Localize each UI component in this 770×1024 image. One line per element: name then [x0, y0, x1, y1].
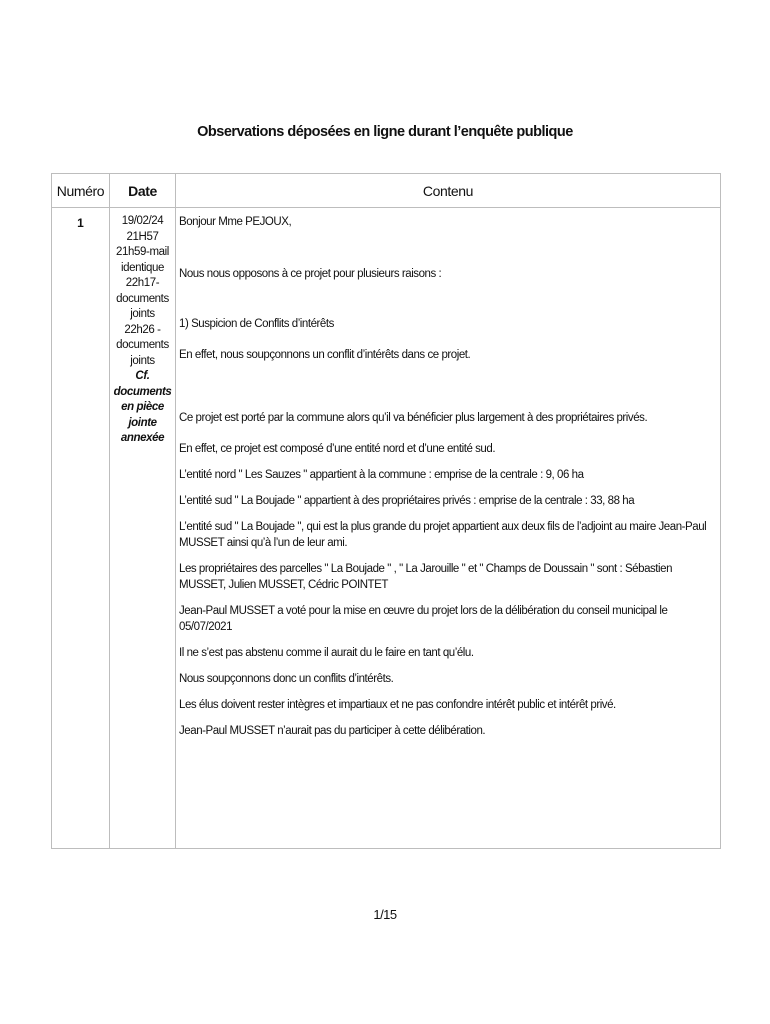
date-line: identique: [120, 261, 165, 274]
date-note-line: jointe: [128, 416, 157, 429]
row-date: [110, 208, 176, 849]
date-note-line: documents: [113, 385, 172, 398]
header-date: Date: [110, 174, 176, 208]
content-paragraph: Jean-Paul MUSSET a voté pour la mise en œuvre du projet lors de la délibération du conseil municipal le 05/07/2021: [179, 605, 668, 633]
header-numero: Numéro: [52, 174, 110, 208]
date-line: 22h26 -: [124, 323, 161, 336]
date-line: 21H57: [126, 230, 159, 243]
content-paragraph: Bonjour Mme PEJOUX,: [179, 216, 292, 228]
table-header: [52, 174, 721, 208]
content-paragraph: Les élus doivent rester intègres et impartiaux et ne pas confondre intérêt public et intérêt privé.: [179, 699, 616, 711]
content-paragraph: L’entité sud " La Boujade ", qui est la plus grande du projet appartient aux deux fils de l’adjoint au maire Jean-Paul MUSSET ainsi qu’à l’un de leur ami.: [179, 521, 707, 549]
date-note-line: Cf.: [135, 370, 150, 382]
date-line: 19/02/24: [121, 215, 164, 227]
content-paragraph: Nous nous opposons à ce projet pour plusieurs raisons :: [179, 268, 442, 280]
table-row: [52, 208, 721, 849]
date-line: documents: [116, 292, 169, 305]
date-line: 21h59-mail: [116, 246, 169, 258]
content-paragraph: Ce projet est porté par la commune alors qu’il va bénéficier plus largement à des propriétaires privés.: [179, 412, 648, 424]
content-paragraph: Jean-Paul MUSSET n’aurait pas du participer à cette délibération.: [179, 725, 486, 737]
row-number: 1: [52, 208, 110, 849]
row-content: [176, 208, 721, 849]
observations-table: [51, 173, 721, 849]
date-note-line: annexée: [120, 432, 165, 444]
content-paragraph: Il ne s’est pas abstenu comme il aurait du le faire en tant qu’élu.: [179, 647, 474, 659]
document-title: Observations déposées en ligne durant l’enquête publique: [197, 124, 573, 140]
content-paragraph: 1) Suspicion de Conflits d’intérêts: [179, 318, 334, 330]
date-note-line: en pièce: [121, 401, 164, 413]
date-line: 22h17-: [125, 277, 160, 289]
date-line: joints: [130, 354, 155, 367]
date-line: documents: [116, 339, 169, 351]
content-paragraph: En effet, nous soupçonnons un conflit d’intérêts dans ce projet.: [179, 349, 471, 361]
content-paragraph: En effet, ce projet est composé d’une entité nord et d’une entité sud.: [179, 443, 496, 455]
page-number: 1/15: [373, 907, 397, 922]
content-paragraph: L’entité sud " La Boujade " appartient à des propriétaires privés : emprise de la centrale : 33, 88 ha: [179, 495, 635, 507]
content-paragraph: Les propriétaires des parcelles " La Boujade " , " La Jarouille " et " Champs de Doussain " sont : Sébastien MUSSET, Julien MUSSET, Cédric POINTET: [179, 563, 673, 591]
header-contenu: Contenu: [176, 174, 721, 208]
content-paragraph: Nous soupçonnons donc un conflits d’intérêts.: [179, 673, 394, 685]
content-paragraph: L’entité nord " Les Sauzes " appartient à la commune : emprise de la centrale : 9, 06 ha: [179, 469, 584, 481]
date-line: joints: [130, 308, 155, 320]
